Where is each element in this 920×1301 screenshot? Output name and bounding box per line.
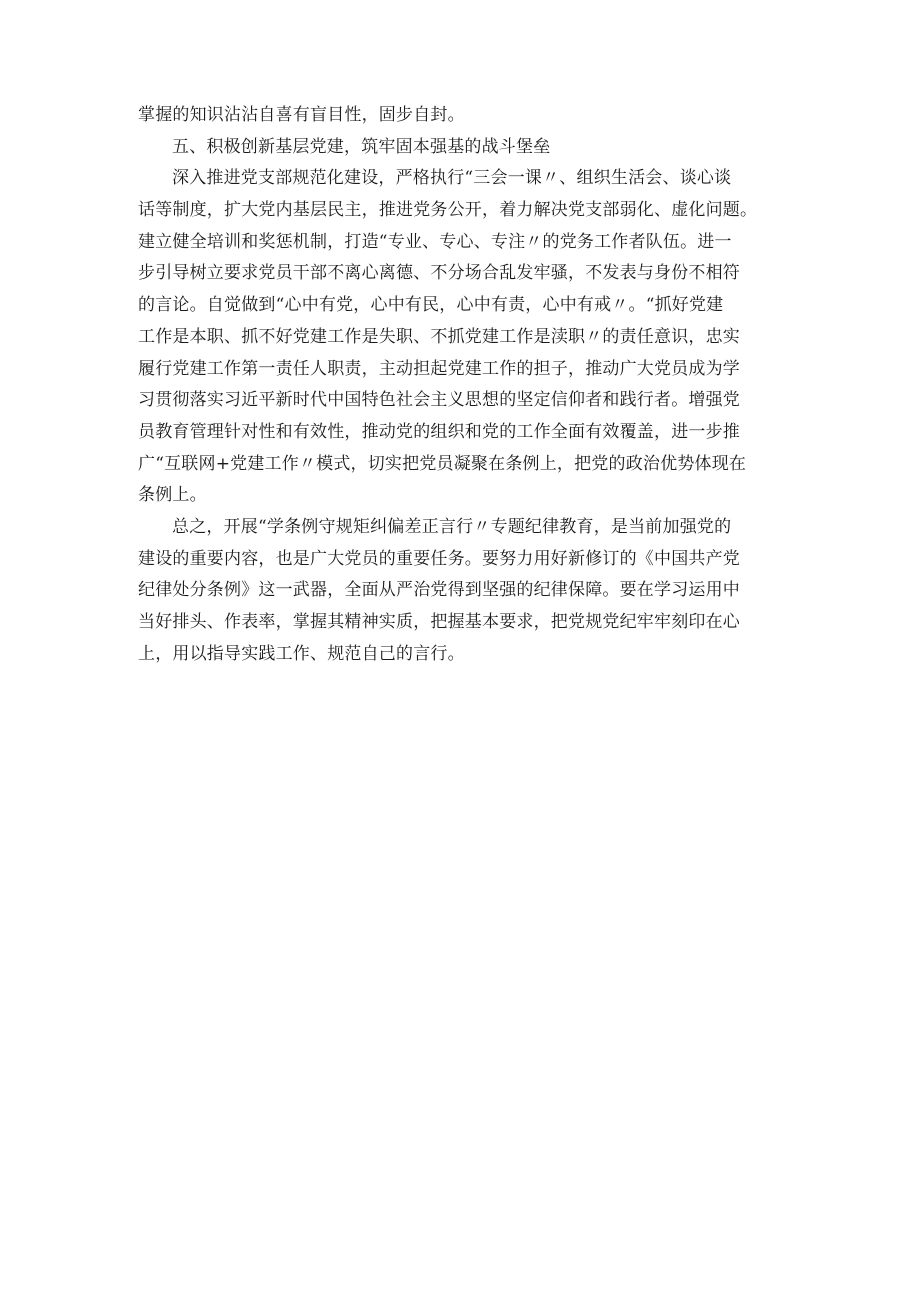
text-line: 纪律处分条例》这一武器，全面从严治党得到坚强的纪律保障。要在学习运用中 [138, 580, 740, 601]
document-body [138, 100, 798, 670]
text-line: 的言论。自觉做到“心中有党，心中有民，心中有责，心中有戒〃。“抓好党建 [138, 295, 724, 316]
text-line: 工作是本职、抓不好党建工作是失职、不抓党建工作是渎职〃的责任意识，忠实 [138, 326, 740, 347]
text-line: 深入推进党支部规范化建设，严格执行“三会一课〃、组织生活会、谈心谈 [172, 168, 732, 189]
text-line: 总之，开展“学条例守规矩纠偏差正言行〃专题纪律教育，是当前加强党的 [172, 516, 732, 537]
text-line: 广“互联网+党建工作〃模式，切实把党员凝聚在条例上，把党的政治优势体现在 [138, 453, 747, 474]
text-line: 掌握的知识沾沾自喜有盲目性，固步自封。 [138, 105, 465, 125]
text-line: 员教育管理针对性和有效性，推动党的组织和党的工作全面有效覆盖，进一步推 [138, 421, 740, 442]
text-line: 上，用以指导实践工作、规范自己的言行。 [138, 643, 465, 664]
text-line: 步引导树立要求党员干部不离心离德、不分场合乱发牢骚，不发表与身份不相符 [138, 263, 740, 284]
text-line: 五、积极创新基层党建，筑牢固本强基的战斗堡垒 [172, 136, 551, 157]
text-line: 建立健全培训和奖惩机制，打造“专业、专心、专注〃的党务工作者队伍。进一 [138, 231, 732, 252]
text-line: 条例上。 [138, 485, 207, 506]
text-line: 建设的重要内容，也是广大党员的重要任务。要努力用好新修订的《中国共产党 [138, 548, 740, 569]
text-line: 习贯彻落实习近平新时代中国特色社会主义思想的坚定信仰者和践行者。增强党 [138, 390, 740, 411]
text-line: 话等制度，扩大党内基层民主，推进党务公开，着力解决党支部弱化、虚化问题。 [138, 200, 758, 221]
text-line: 当好排头、作表率，掌握其精神实质，把握基本要求，把党规党纪牢牢刻印在心 [138, 612, 740, 632]
text-line: 履行党建工作第一责任人职责，主动担起党建工作的担子，推动广大党员成为学 [138, 358, 740, 379]
